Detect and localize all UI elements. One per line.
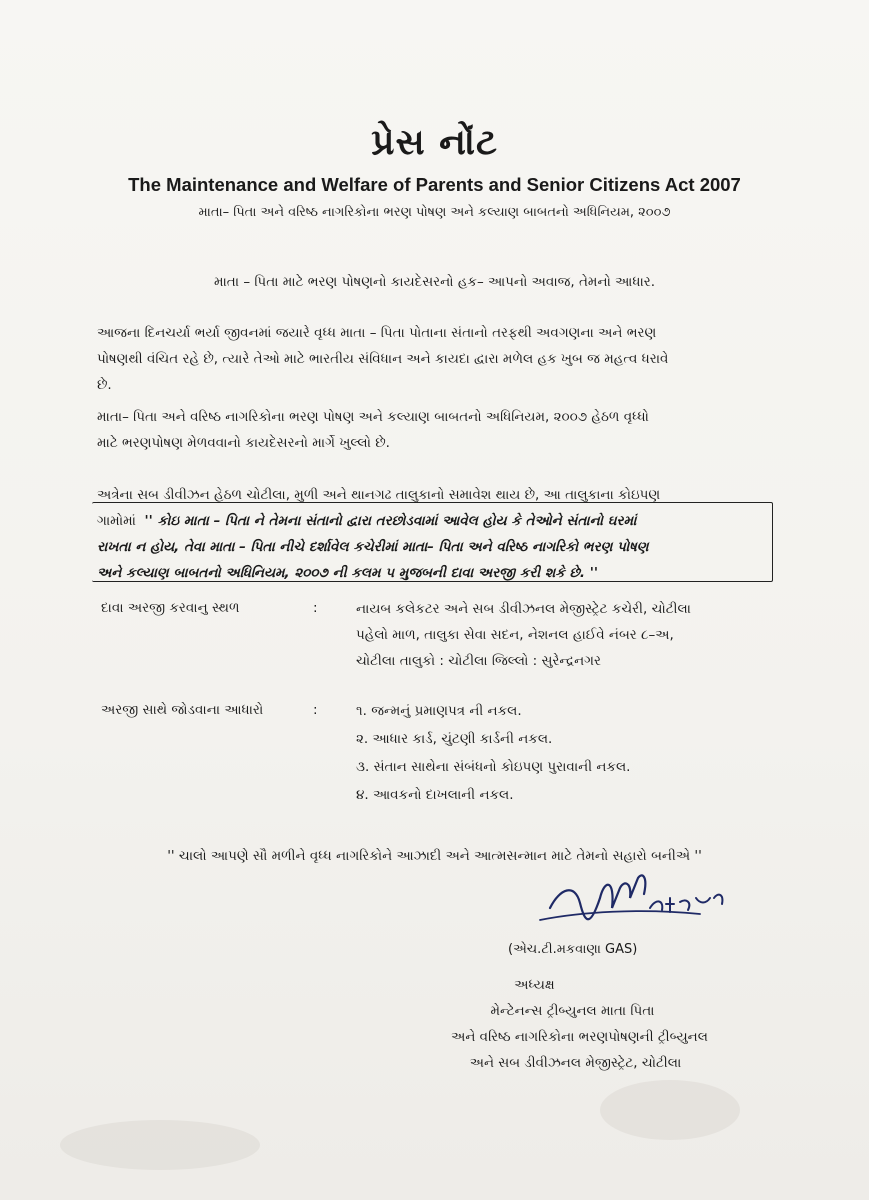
- designation-line: મેન્ટેનન્સ ટ્રીબ્યુનલ માતા પિતા: [490, 1003, 655, 1019]
- list-item: ૨. આધાર કાર્ડ, ચુંટણી કાર્ડની નકલ.: [356, 731, 553, 747]
- documents-list: [356, 697, 630, 809]
- signatory-name: (એચ.ટી.મકવાણા GAS): [508, 942, 638, 957]
- designation-line: અધ્યક્ષ: [514, 977, 555, 993]
- slogan: '' ચાલો આપણે સૌ મળીને વૃધ્ધ નાગરિકોને આઝાદી અને આત્મસન્માન માટે તેમનો સહારો બનીએ '': [167, 848, 702, 864]
- paragraph-subdivision: [97, 482, 767, 586]
- paragraph-line: પોષણથી વંચિત રહે છે, ત્યારે તેઓ માટે ભારતીય સંવિધાન અને કાયદા દ્વારા મળેલ હક ખુબ જ મહત્વ ધરાવે: [97, 351, 669, 367]
- paragraph-intro: [97, 320, 757, 398]
- paragraph-line: છે.: [97, 377, 112, 393]
- quoted-line: અને કલ્યાણ બાબતનો અધિનિયમ, ૨૦૦૭ ની કલમ ૫ મુજબની દાવા અરજી કરી શકે છે. '': [97, 565, 598, 581]
- address-line: પહેલો માળ, તાલુકા સેવા સદન, નેશનલ હાઈવે નંબર ૮–અ,: [356, 627, 674, 643]
- designation-line: અને વરિષ્ઠ નાગરિકોના ભરણપોષણની ટ્રીબ્યુનલ: [451, 1029, 708, 1045]
- act-title-english: The Maintenance and Welfare of Parents and Senior Citizens Act 2007: [128, 174, 741, 195]
- list-item: ૧. જન્મનું પ્રમાણપત્ર ની નકલ.: [356, 703, 522, 719]
- address-line: ચોટીલા તાલુકો : ચોટીલા જિલ્લો : સુરેન્દ્રનગર: [356, 653, 601, 669]
- page-title: પ્રેસ નોંટ: [371, 122, 498, 163]
- documents-label: અરજી સાથે જોડવાના આધારો: [101, 702, 264, 718]
- documents-colon: :: [313, 702, 318, 718]
- claim-place-label: દાવા અરજી કરવાનુ સ્થળ: [101, 600, 240, 616]
- line-prefix: ગામોમાં: [97, 513, 136, 529]
- handwritten-signature: [520, 868, 740, 948]
- paragraph-line: માટે ભરણપોષણ મેળવવાનો કાયદેસરનો માર્ગે ખુલ્લો છે.: [97, 435, 390, 451]
- paragraph-line: માતા– પિતા અને વરિષ્ઠ નાગરિકોના ભરણ પોષણ અને કલ્યાણ બાબતનો અધિનિયમ, ૨૦૦૭ હેઠળ વૃધ્ધો: [97, 409, 649, 425]
- section-heading: માતા – પિતા માટે ભરણ પોષણનો કાયદેસરનો હક– આપનો અવાજ, તેમનો આધાર.: [213, 274, 656, 290]
- address-line: નાયબ કલેકટર અને સબ ડીવીઝનલ મેજીસ્ટ્રેટ કચેરી, ચોટીલા: [356, 601, 691, 617]
- paragraph-line: આજના દિનચર્યા ભર્યા જીવનમાં જયારે વૃધ્ધ માતા – પિતા પોતાના સંતાનો તરફથી અવગણના અને ભરણ: [97, 325, 657, 341]
- signatory-designation: [0, 972, 869, 1076]
- paragraph-line: [97, 508, 767, 534]
- list-item: ૪. આવકનો દાખલાની નકલ.: [356, 787, 514, 803]
- list-item: ૩. સંતાન સાથેના સંબંધનો કોઇપણ પુરાવાની નકલ.: [356, 759, 631, 775]
- claim-place-colon: :: [313, 600, 318, 616]
- claim-place-address: [356, 596, 691, 674]
- quoted-text: '' કોઇ માતા – પિતા ને તેમના સંતાનો દ્વારા તરછોડવામાં આવેલ હોય કે તેઓને સંતાનો ઘરમાં: [144, 513, 637, 529]
- designation-line: અને સબ ડીવીઝનલ મેજીસ્ટ્રેટ, ચોટીલા: [469, 1055, 682, 1071]
- paper-stain: [600, 1080, 740, 1140]
- act-title-gujarati: માતા– પિતા અને વરિષ્ઠ નાગરિકોના ભરણ પોષણ અને કલ્યાણ બાબતનો અધિનિયમ, ૨૦૦૭: [198, 205, 671, 220]
- quoted-line: રાખતા ન હોય, તેવા માતા – પિતા નીચે દર્શાવેલ કચેરીમાં માતા– પિતા અને વરિષ્ઠ નાગરિકો ભરણ પોષણ: [97, 539, 649, 555]
- paragraph-line: અત્રેના સબ ડીવીઝન હેઠળ ચોટીલા, મુળી અને થાનગઢ તાલુકાનો સમાવેશ થાય છે, આ તાલુકાના કોઇપણ: [97, 487, 661, 503]
- paper-stain: [60, 1120, 260, 1170]
- paragraph-act: [97, 404, 757, 456]
